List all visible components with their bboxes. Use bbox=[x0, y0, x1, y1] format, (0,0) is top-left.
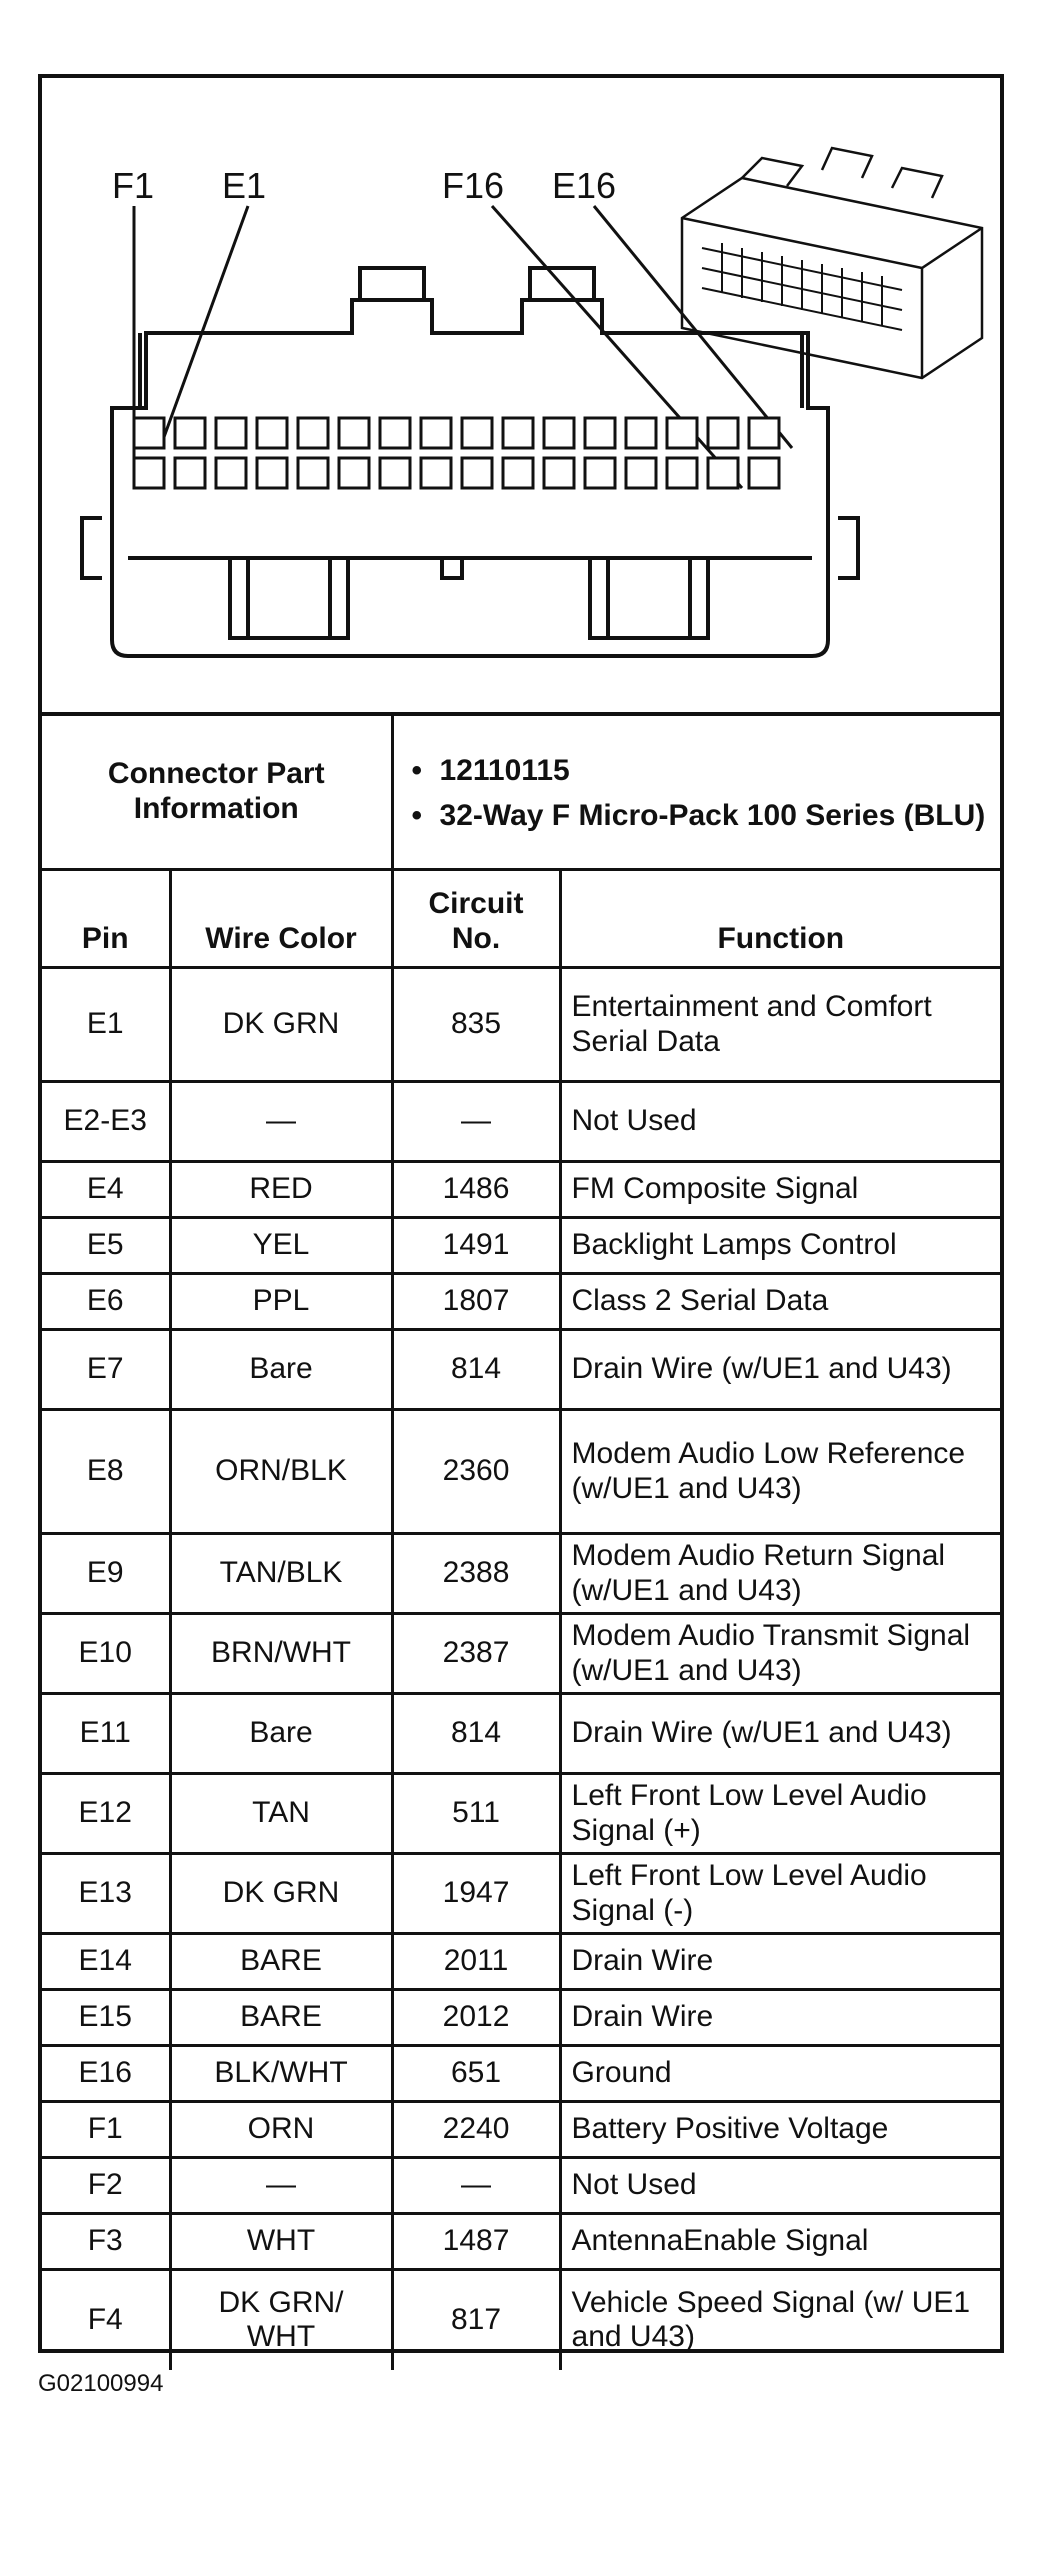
pin-cell: E10 bbox=[42, 1614, 170, 1694]
connector-face-drawing bbox=[42, 78, 1000, 712]
header-function: Function bbox=[560, 870, 1000, 968]
pin-cavity bbox=[626, 458, 656, 488]
circuit-cell: 1486 bbox=[392, 1162, 560, 1218]
wire-color-cell: BLK/WHT bbox=[170, 2046, 392, 2102]
table-row bbox=[42, 2158, 1000, 2214]
header-wire-color: Wire Color bbox=[170, 870, 392, 968]
table-row bbox=[42, 1274, 1000, 1330]
label-f1: F1 bbox=[112, 165, 155, 206]
wire-color-cell: — bbox=[170, 1082, 392, 1162]
table-row bbox=[42, 1218, 1000, 1274]
circuit-cell: 817 bbox=[392, 2270, 560, 2370]
wire-color-cell: WHT bbox=[170, 2214, 392, 2270]
pin-cavity bbox=[216, 418, 246, 448]
table-row bbox=[42, 1694, 1000, 1774]
table-row bbox=[42, 2214, 1000, 2270]
function-cell: Drain Wire bbox=[560, 1990, 1000, 2046]
pin-cavity bbox=[462, 458, 492, 488]
circuit-cell: 2388 bbox=[392, 1534, 560, 1614]
function-cell: Entertainment and Comfort Serial Data bbox=[560, 968, 1000, 1082]
pin-cavity bbox=[503, 418, 533, 448]
table-row bbox=[42, 2270, 1000, 2370]
pin-cavity bbox=[339, 418, 369, 448]
circuit-cell: 651 bbox=[392, 2046, 560, 2102]
pin-cavity bbox=[667, 458, 697, 488]
function-cell: Not Used bbox=[560, 2158, 1000, 2214]
circuit-cell: 2387 bbox=[392, 1614, 560, 1694]
wire-color-cell: RED bbox=[170, 1162, 392, 1218]
function-cell: Left Front Low Level Audio Signal (+) bbox=[560, 1774, 1000, 1854]
table-row bbox=[42, 1162, 1000, 1218]
function-cell: Class 2 Serial Data bbox=[560, 1274, 1000, 1330]
wire-color-cell: BRN/WHT bbox=[170, 1614, 392, 1694]
pin-cell: E2-E3 bbox=[42, 1082, 170, 1162]
function-cell: Modem Audio Low Reference (w/UE1 and U43) bbox=[560, 1410, 1000, 1534]
connector-diagram bbox=[42, 78, 1000, 716]
wire-color-cell: DK GRN bbox=[170, 968, 392, 1082]
circuit-cell: 835 bbox=[392, 968, 560, 1082]
pin-cavity bbox=[380, 458, 410, 488]
pin-cavity bbox=[339, 458, 369, 488]
bullet-icon: • bbox=[411, 798, 423, 832]
connector-info-label: Connector Part Information bbox=[42, 714, 392, 870]
function-cell: Drain Wire bbox=[560, 1934, 1000, 1990]
part-number: 12110115 bbox=[439, 754, 570, 787]
pin-cavities bbox=[134, 418, 779, 488]
table-row bbox=[42, 1410, 1000, 1534]
wire-color-cell: BARE bbox=[170, 1990, 392, 2046]
pin-cell: E9 bbox=[42, 1534, 170, 1614]
table-header-row bbox=[42, 870, 1000, 968]
circuit-cell: 511 bbox=[392, 1774, 560, 1854]
function-cell: Battery Positive Voltage bbox=[560, 2102, 1000, 2158]
pin-cavity bbox=[585, 458, 615, 488]
circuit-cell: 2360 bbox=[392, 1410, 560, 1534]
wire-color-cell: DK GRN bbox=[170, 1854, 392, 1934]
table-row bbox=[42, 1990, 1000, 2046]
pin-cell: E1 bbox=[42, 968, 170, 1082]
circuit-cell: 1807 bbox=[392, 1274, 560, 1330]
pin-cell: E12 bbox=[42, 1774, 170, 1854]
function-cell: Vehicle Speed Signal (w/ UE1 and U43) bbox=[560, 2270, 1000, 2370]
pinout-table bbox=[42, 712, 1000, 2370]
pin-cavity bbox=[749, 418, 779, 448]
function-cell: Ground bbox=[560, 2046, 1000, 2102]
function-cell: Modem Audio Transmit Signal (w/UE1 and U43) bbox=[560, 1614, 1000, 1694]
wire-color-cell: — bbox=[170, 2158, 392, 2214]
table-row bbox=[42, 1774, 1000, 1854]
header-circuit-no: Circuit No. bbox=[392, 870, 560, 968]
connector-type: 32-Way F Micro-Pack 100 Series (BLU) bbox=[439, 798, 986, 832]
pin-cavity bbox=[298, 418, 328, 448]
table-row bbox=[42, 1934, 1000, 1990]
table-row bbox=[42, 1082, 1000, 1162]
circuit-cell: 1487 bbox=[392, 2214, 560, 2270]
pin-cavity bbox=[708, 458, 738, 488]
pin-cavity bbox=[708, 418, 738, 448]
pin-cavity bbox=[749, 458, 779, 488]
pin-cell: F4 bbox=[42, 2270, 170, 2370]
wire-color-cell: DK GRN/ WHT bbox=[170, 2270, 392, 2370]
table-row bbox=[42, 1854, 1000, 1934]
circuit-cell: — bbox=[392, 1082, 560, 1162]
connector-sheet bbox=[38, 74, 1004, 2353]
pin-cavity bbox=[380, 418, 410, 448]
pin-cell: E11 bbox=[42, 1694, 170, 1774]
connector-iso-sketch bbox=[682, 148, 982, 378]
pin-cavity bbox=[175, 418, 205, 448]
pin-cell: E14 bbox=[42, 1934, 170, 1990]
pin-cavity bbox=[544, 418, 574, 448]
table-row bbox=[42, 2046, 1000, 2102]
pin-cavity bbox=[421, 458, 451, 488]
function-cell: Left Front Low Level Audio Signal (-) bbox=[560, 1854, 1000, 1934]
label-e16: E16 bbox=[552, 165, 617, 206]
wire-color-cell: BARE bbox=[170, 1934, 392, 1990]
pin-cell: E4 bbox=[42, 1162, 170, 1218]
wire-color-cell: YEL bbox=[170, 1218, 392, 1274]
pin-cavity bbox=[667, 418, 697, 448]
pin-cavity bbox=[462, 418, 492, 448]
pin-cavity bbox=[175, 458, 205, 488]
pin-cell: F3 bbox=[42, 2214, 170, 2270]
circuit-cell: 2012 bbox=[392, 1990, 560, 2046]
circuit-cell: 1947 bbox=[392, 1854, 560, 1934]
pin-cell: E6 bbox=[42, 1274, 170, 1330]
pin-cavity bbox=[134, 458, 164, 488]
pin-cell: E5 bbox=[42, 1218, 170, 1274]
function-cell: AntennaEnable Signal bbox=[560, 2214, 1000, 2270]
pin-cavity bbox=[544, 458, 574, 488]
pin-cavity bbox=[134, 418, 164, 448]
pin-cell: E15 bbox=[42, 1990, 170, 2046]
wire-color-cell: TAN bbox=[170, 1774, 392, 1854]
pin-cell: E8 bbox=[42, 1410, 170, 1534]
circuit-cell: 2011 bbox=[392, 1934, 560, 1990]
pin-cavity bbox=[626, 418, 656, 448]
table-row bbox=[42, 1614, 1000, 1694]
function-cell: Modem Audio Return Signal (w/UE1 and U43) bbox=[560, 1534, 1000, 1614]
function-cell: Not Used bbox=[560, 1082, 1000, 1162]
wire-color-cell: Bare bbox=[170, 1330, 392, 1410]
pin-cavity bbox=[503, 458, 533, 488]
connector-info-row bbox=[42, 714, 1000, 870]
connector-info-item bbox=[412, 754, 991, 789]
pin-cell: E13 bbox=[42, 1854, 170, 1934]
wire-color-cell: Bare bbox=[170, 1694, 392, 1774]
pin-cell: E16 bbox=[42, 2046, 170, 2102]
wire-color-cell: ORN/BLK bbox=[170, 1410, 392, 1534]
wire-color-cell: TAN/BLK bbox=[170, 1534, 392, 1614]
table-row bbox=[42, 1330, 1000, 1410]
pin-cavity bbox=[585, 418, 615, 448]
wire-color-cell: ORN bbox=[170, 2102, 392, 2158]
header-pin: Pin bbox=[42, 870, 170, 968]
pin-cavity bbox=[298, 458, 328, 488]
label-f16: F16 bbox=[442, 165, 505, 206]
table-row bbox=[42, 1534, 1000, 1614]
pin-cavity bbox=[216, 458, 246, 488]
pin-cavity bbox=[257, 458, 287, 488]
connector-info-item bbox=[412, 799, 991, 834]
pin-cavity bbox=[257, 418, 287, 448]
bullet-icon: • bbox=[411, 754, 423, 787]
wire-color-cell: PPL bbox=[170, 1274, 392, 1330]
circuit-cell: 2240 bbox=[392, 2102, 560, 2158]
function-cell: Drain Wire (w/UE1 and U43) bbox=[560, 1330, 1000, 1410]
pin-cavity bbox=[421, 418, 451, 448]
function-cell: Backlight Lamps Control bbox=[560, 1218, 1000, 1274]
table-row bbox=[42, 968, 1000, 1082]
label-e1: E1 bbox=[222, 165, 267, 206]
table-row bbox=[42, 2102, 1000, 2158]
circuit-cell: 1491 bbox=[392, 1218, 560, 1274]
figure-code: G02100994 bbox=[38, 2370, 164, 2397]
circuit-cell: — bbox=[392, 2158, 560, 2214]
pin-cell: E7 bbox=[42, 1330, 170, 1410]
function-cell: FM Composite Signal bbox=[560, 1162, 1000, 1218]
circuit-cell: 814 bbox=[392, 1330, 560, 1410]
connector-info-values bbox=[392, 714, 1000, 870]
pin-cell: F2 bbox=[42, 2158, 170, 2214]
circuit-cell: 814 bbox=[392, 1694, 560, 1774]
pin-cell: F1 bbox=[42, 2102, 170, 2158]
function-cell: Drain Wire (w/UE1 and U43) bbox=[560, 1694, 1000, 1774]
